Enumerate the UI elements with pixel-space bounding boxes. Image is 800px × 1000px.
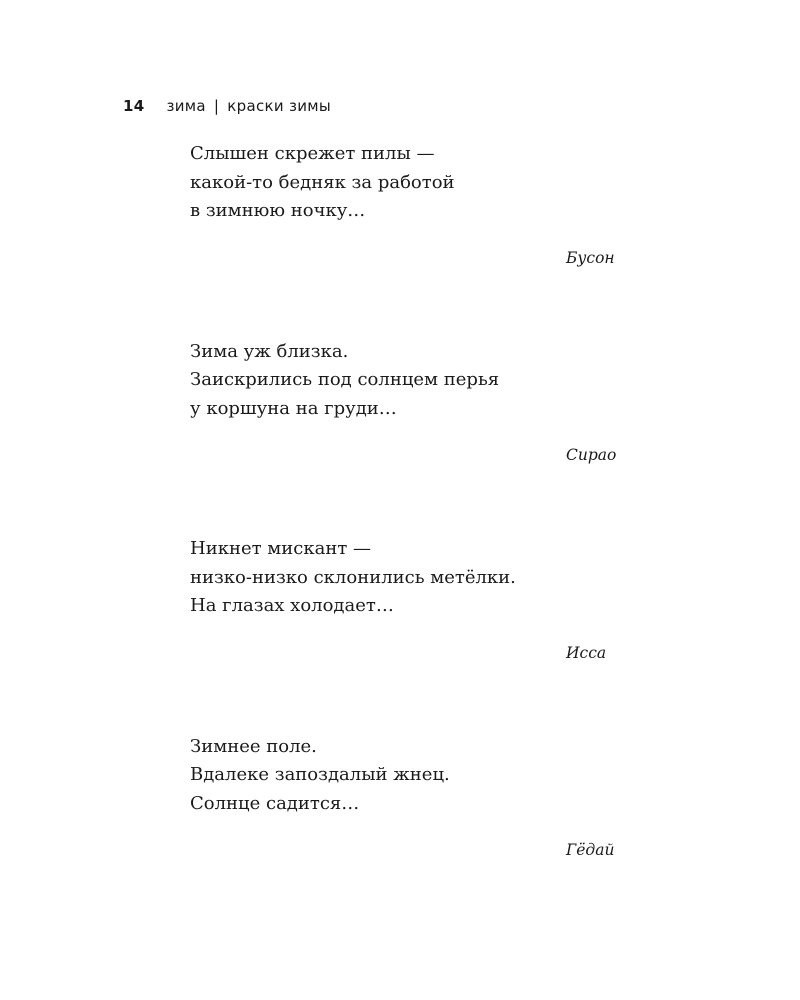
haiku-line: в зимнюю ночку… — [190, 200, 366, 221]
haiku-2 — [190, 338, 650, 467]
page-number: 14 — [123, 97, 145, 115]
header-separator: | — [213, 97, 220, 115]
haiku-list — [190, 140, 650, 930]
haiku-4 — [190, 733, 650, 862]
haiku-line: Зима уж близка. — [190, 340, 349, 362]
haiku-line: На глазах холодает… — [190, 595, 394, 616]
haiku-line: Никнет мискант — — [190, 538, 372, 559]
haiku-line: низко-низко склонились метёлки. — [190, 566, 516, 588]
section-name: зима — [166, 97, 206, 115]
haiku-line: Слышен скрежет пилы — — [190, 143, 435, 164]
running-header — [123, 96, 331, 116]
haiku-line: какой-то бедняк за работой — [190, 171, 455, 193]
haiku-line: Вдалеке запоздалый жнец. — [190, 764, 450, 785]
haiku-line: Солнце садится… — [190, 792, 360, 814]
haiku-line: Заискрились под солнцем перья — [190, 369, 500, 390]
haiku-author: Исса — [566, 643, 607, 662]
haiku-author: Гёдай — [566, 841, 615, 859]
haiku-author: Бусон — [566, 248, 615, 267]
haiku-line: Зимнее поле. — [190, 735, 317, 757]
haiku-line: у коршуна на груди… — [190, 397, 397, 419]
haiku-author: Сирао — [566, 446, 617, 464]
chapter-name: краски зимы — [227, 97, 332, 115]
haiku-1 — [190, 140, 650, 269]
haiku-3 — [190, 535, 650, 664]
